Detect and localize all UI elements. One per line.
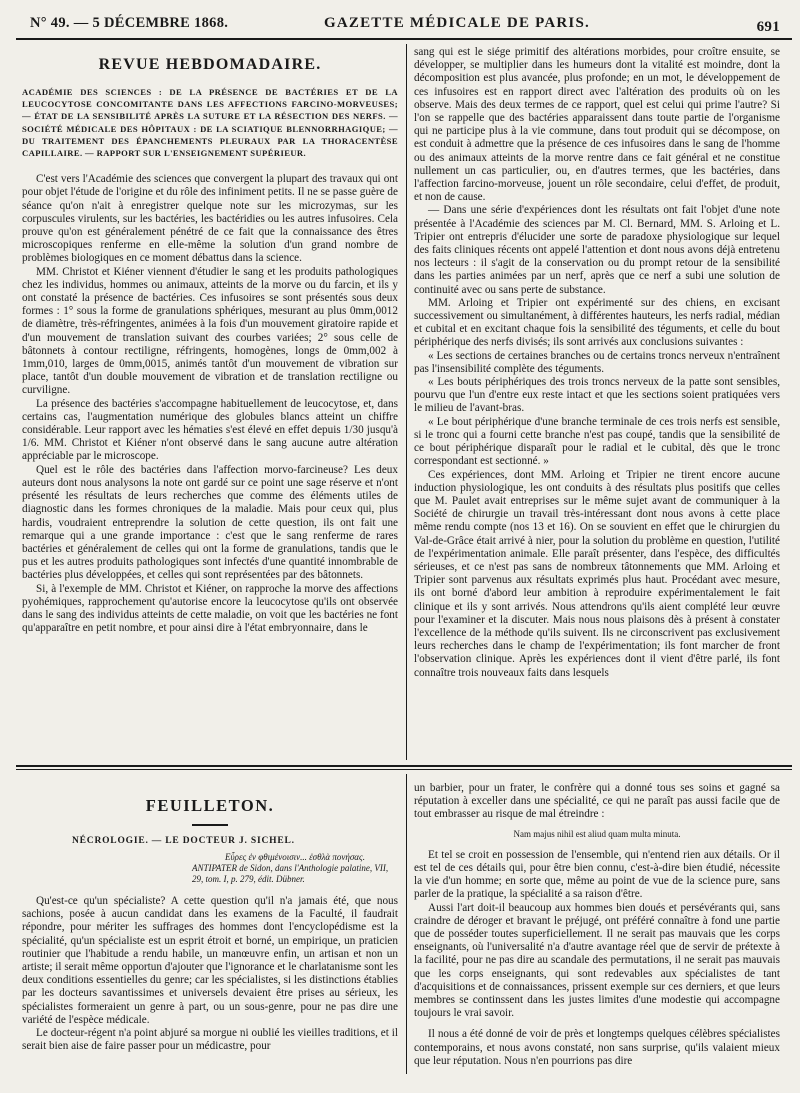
feuilleton-rule-bottom <box>16 769 792 770</box>
quote-paragraph: « Les sections de certaines branches ou de certains troncs nerveux n'entraînent pas l'insensibilité complète des téguments. <box>414 349 780 375</box>
header-rule <box>16 38 792 40</box>
revue-summary: ACADÉMIE DES SCIENCES : DE LA PRÉSENCE DE BACTÉRIES ET DE LA LEUCOCYTOSE CONCOMITANTE DANS LES AFFECTIONS FARCINO-MORVEUSES; — ÉTAT DE LA SENSIBILITÉ APRÈS LA SUTURE ET LA RÉSECTION DES NERFS. — SOCIÉTÉ MÉDICALE DES HÔPITAUX : DE LA SCIATIQUE BLENNORRHAGIQUE; — DU TRAITEMENT DES ÉPANCHEMENTS PLEURAUX PAR LA THORACENTÈSE CAPILLAIRE. — RAPPORT SUR L'ENSEIGNEMENT SUPÉRIEUR. <box>22 87 398 159</box>
paragraph: MM. Arloing et Tripier ont expérimenté sur des chiens, en excisant successivement ou simultanément, à différentes hauteurs, les nerfs radial, médian et cubital et en excitant chaque fois la sensibilité des téguments, et celle du bout périphérique des nerfs divisés; ils sont arrivés aux conclusions suivantes : <box>414 296 780 349</box>
paragraph: Qu'est-ce qu'un spécialiste? A cette question qu'il n'a jamais été, que nous sachions, posée à aucun candidat dans les examens de la Faculté, il faudrait répondre, pour mériter les suffrages des hommes dont l'encyclopédisme est la spécialité, qu'un spécialiste est un esprit étroit et borné, un empirique, un praticien routinier que l'habitude a rendu habile, un manœuvre enfin, un artisan et non un artiste; il serait même opportun d'ajouter que l'ignorance et le charlatanisme sont les deux conditions essentielles du genre; car les spécialistes, si les distinctions établies par les docteurs savantissimes et universels devaient être prises au sérieux, les spécialistes formeraient un genre à part, ou un sous-genre, pour ne pas dire une variété de l'espèce médicale. <box>22 895 398 1026</box>
feuilleton-title-rule <box>192 824 228 826</box>
paragraph: — Dans une série d'expériences dont les résultats ont fait l'objet d'une note présentée à l'Académie des sciences par M. Cl. Bernard, MM. S. Arloing et L. Tripier ont entrepris d'élucider une sorte de paradoxe physiologique sur lequel des faits cliniques récents ont appelé l'attention et dont nous avons déjà entretenu nos lecteurs : il s'agit de la conservation ou du prompt retour de la sensibilité dans les parties animées par un nerf, après que ce nerf a subi une solution de continuité avec ou sans perte de substance. <box>414 204 780 296</box>
paragraph: Il nous a été donné de voir de près et longtemps quelques célèbres spécialistes contemporains, et nous avons constaté, non sans surprise, qu'ils valaient mieux que leur réputation. Nous n'en pourrions pas dire <box>414 1028 780 1067</box>
quote-paragraph: « Le bout périphérique d'une branche terminale de ces trois nerfs est sensible, si le tronc qui a fourni cette branche n'est pas coupé, tandis que la sensibilité de ce bout périphérique disparaît pour le radial et le cubital, dès que le tronc correspondant est sectionné. » <box>414 415 780 468</box>
necrology-subtitle: NÉCROLOGIE. — LE DOCTEUR J. SICHEL. <box>72 836 295 846</box>
paragraph: Quel est le rôle des bactéries dans l'affection morvo-farcineuse? Les deux auteurs dont nous analysons la note ont gardé sur ce point une sage réserve et n'ont présenté les résultats de leurs recherches que comme des éléments utiles de diagnostic dans les formes chroniques de la maladie. Mais pour ceux qui, plus hardis, voudraient entreprendre la solution de cette question, ils ont fait une remarque qui a une grande importance : c'est que le sang renferme de rares bactéries et généralement de celles qui ont la forme de granulations, tandis que le pus et les autres produits pathologiques sont infectés d'une quantité innombrable de bactéries plus développées, et celles qui sont représentées par des bâtonnets. <box>22 463 398 582</box>
column-divider-top <box>406 44 407 760</box>
paragraph: Et tel se croit en possession de l'ensemble, qui n'entend rien aux détails. Or il est tel de ces détails qui, pour être bien connu, c'est-à-dire bien étudié, nécessite la vie d'un homme; en sorte que, même au point de vue de la science pure, sans parler de la pratique, la spécialité a sa raison d'être. <box>414 848 780 901</box>
feuilleton-right-column <box>414 782 780 1076</box>
paragraph: un barbier, pour un frater, le confrère qui a donné tous ses soins et gagné sa réputation à exceller dans une spécialité, ce qui ne paraît pas aussi facile que de tout embrasser au risque de mal étreindre : <box>414 782 780 821</box>
column-divider-bottom <box>406 774 407 1074</box>
paragraph: Ces expériences, dont MM. Arloing et Tripier ne tirent encore aucune induction physiologique, les ont conduits à des résultats plus positifs que celles que M. Paulet avait entreprises sur le même sujet avant de communiquer à la Société de chirurgie un travail très-intéressant dont nous avons à cette place même rendu compte (nos 13 et 16). On se souvient en effet que le chirurgien du Val-de-Grâce était arrivé à nier, pour la solution du problème en question, l'utilité de l'expérimentation animale. Elle paraît présenter, dans l'espèce, des difficultés sérieuses, et ce n'est pas sans de nombreux tâtonnements que MM. Arloing et Tripier sont parvenus aux résultats exprimés plus haut. Procédant avec mesure, ils ont borné d'abord leur ambition à reproduire expérimentalement le fait clinique et ils y sont arrivés. Nous attendrons qu'ils aient complété leur œuvre pour l'examiner et la discuter. Mais nous nous plaisons dès à présent à constater l'excellence de la méthode qu'ils suivent. Ils ne circonscrivent pas exclusivement leurs recherches dans le champ de l'expérimentation; ils font marcher de front l'observation clinique. Après les expériences dont il vient d'être parlé, ils font connaître trois nouveaux faits dans lesquels <box>414 468 780 679</box>
paragraph: Si, à l'exemple de MM. Christot et Kiéner, on rapproche la morve des affections pyohémiques, rapprochement qu'autorise encore la leucocytose qu'ils ont observée dans le sang des individus atteints de cette maladie, on voit que les bactéries ne font qu'apparaître en petit nombre, et pour ainsi dire à l'état embryonnaire, dans le <box>22 582 398 635</box>
paragraph: La présence des bactéries s'accompagne habituellement de leucocytose, et, dans certains cas, l'augmentation numérique des globules blancs atteint un chiffre considérable. Leur rapport avec les hématies s'est élevé en effet depuis 1/30 jusqu'à 1/6. MM. Christot et Kiéner n'ont observé dans le sang aucune autre altération appréciable par le microscope. <box>22 397 398 463</box>
issue-date: N° 49. — 5 DÉCEMBRE 1868. <box>30 15 229 31</box>
feuilleton-rule-top <box>16 765 792 767</box>
revue-title: REVUE HEBDOMADAIRE. <box>98 56 322 73</box>
paragraph: Aussi l'art doit-il beaucoup aux hommes bien doués et persévérants qui, sans craindre de déroger et bravant le préjugé, ont préféré connaître à fond une partie que de posséder toutes superficiellement. Il ne serait pas mauvais que les corps enseignants, où l'universalité n'a d'autre avantage réel que de servir de prétexte à la facilité, pour ne pas dire au scandale des permutations, il ne serait pas mauvais que les corps enseignants, qui sont redevables aux spécialistes de tant d'acquisitions et de connaissances, prissent exemple sur ces derniers, et que leurs membres se continssent dans les justes limites d'une modestie qui accompagne toujours le vrai savoir. <box>414 901 780 1020</box>
quote-paragraph: « Les bouts périphériques des trois troncs nerveux de la patte sont sensibles, pourvu que l'un d'entre eux reste intact et que les sections soient pratiquées vers le milieu de l'avant-bras. <box>414 376 780 415</box>
epigraph-greek: Εὗρες ἐν φθιμένοισιν... ἐσθλὰ πονήσας. <box>225 852 365 862</box>
feuilleton-left-column <box>22 796 398 1076</box>
paragraph: MM. Christot et Kiéner viennent d'étudier le sang et les produits pathologiques chez les individus, hommes ou animaux, atteints de la morve ou du farcin, et ils y ont constaté la présence de bactéries. Ces infusoires se sont présentés sous deux formes : 1° sous la forme de granulations sphériques, mesurant au plus 0mm,0012 de diamètre, très-réfringentes, animées à la fois d'un mouvement giratoire rapide et d'un mouvement de translation suivant des courbes variées; 2° sous celle de bâtonnets à contour rectiligne, réfringents, homogènes, longs de 0mm,002 à 1mm,010, larges de 0mm,0015, animés tantôt d'un mouvement de vibration sur place, tantôt d'un double mouvement de vibration et de translation rectiligne ou curviligne. <box>22 265 398 397</box>
revue-left-column <box>22 56 398 760</box>
revue-right-column <box>414 46 780 760</box>
epigraph-source: ANTIPATER de Sidon, dans l'Anthologie palatine, VII, 29, tom. I, p. 279, édit. Dübner. <box>192 863 389 884</box>
latin-quote: Nam majus nihil est aliud quam multa minuta. <box>513 828 681 839</box>
feuilleton-title: FEUILLETON. <box>145 796 275 815</box>
feuilleton-left-text <box>22 895 398 1053</box>
journal-title: GAZETTE MÉDICALE DE PARIS. <box>324 15 590 31</box>
page-header <box>16 10 792 38</box>
epigraph <box>192 852 398 885</box>
paragraph: Le docteur-régent n'a point abjuré sa morgue ni oublié les vieilles traditions, et il serait bien aise de faire passer pour un médicastre, pour <box>22 1027 398 1053</box>
page-number: 691 <box>756 19 780 35</box>
paragraph: C'est vers l'Académie des sciences que convergent la plupart des travaux qui ont pour objet l'étude de l'origine et du rôle des infiniment petits. Il ne se passe guère de séance qu'on n'ait à enregistrer quelque note sur les microzymas, sur les corpuscules virulents, sur les bactéries, les bactéridies ou les autres infusoires. Cela prouve qu'on est généralement pénétré de ce fait que la connaissance des êtres microscopiques renferme en elle-même la solution d'un grand nombre de problèmes biologiques en ce moment débattus dans la science. <box>22 173 398 265</box>
paragraph: sang qui est le siége primitif des altérations morbides, pour croître ensuite, se développer, se multiplier dans les humeurs dont la vitalité est moindre, dont la décomposition est plus avancée, plus profonde; en un mot, le développement de ces infusoires est en rapport direct avec l'altération des produits où on les observe. Mais des deux termes de ce rapport, quel est celui qui prime l'autre? Si l'on se rappelle que des bactéries apparaissent dans toute partie de l'organisme qui ne participe plus à la vie commune, dans tout produit qui se décompose, on est conduit à admettre que la présence de ces infusoires dans le sang de l'homme ou des animaux atteints de la morve rentre dans ce fait général et ne constitue nullement un cas particulier, ou, en d'autres termes, que les bactéries, dans l'affection farcino-morveuse, jouent un rôle secondaire, celui d'effet, de produit, et non de cause. <box>414 46 780 204</box>
revue-left-text <box>22 173 398 635</box>
